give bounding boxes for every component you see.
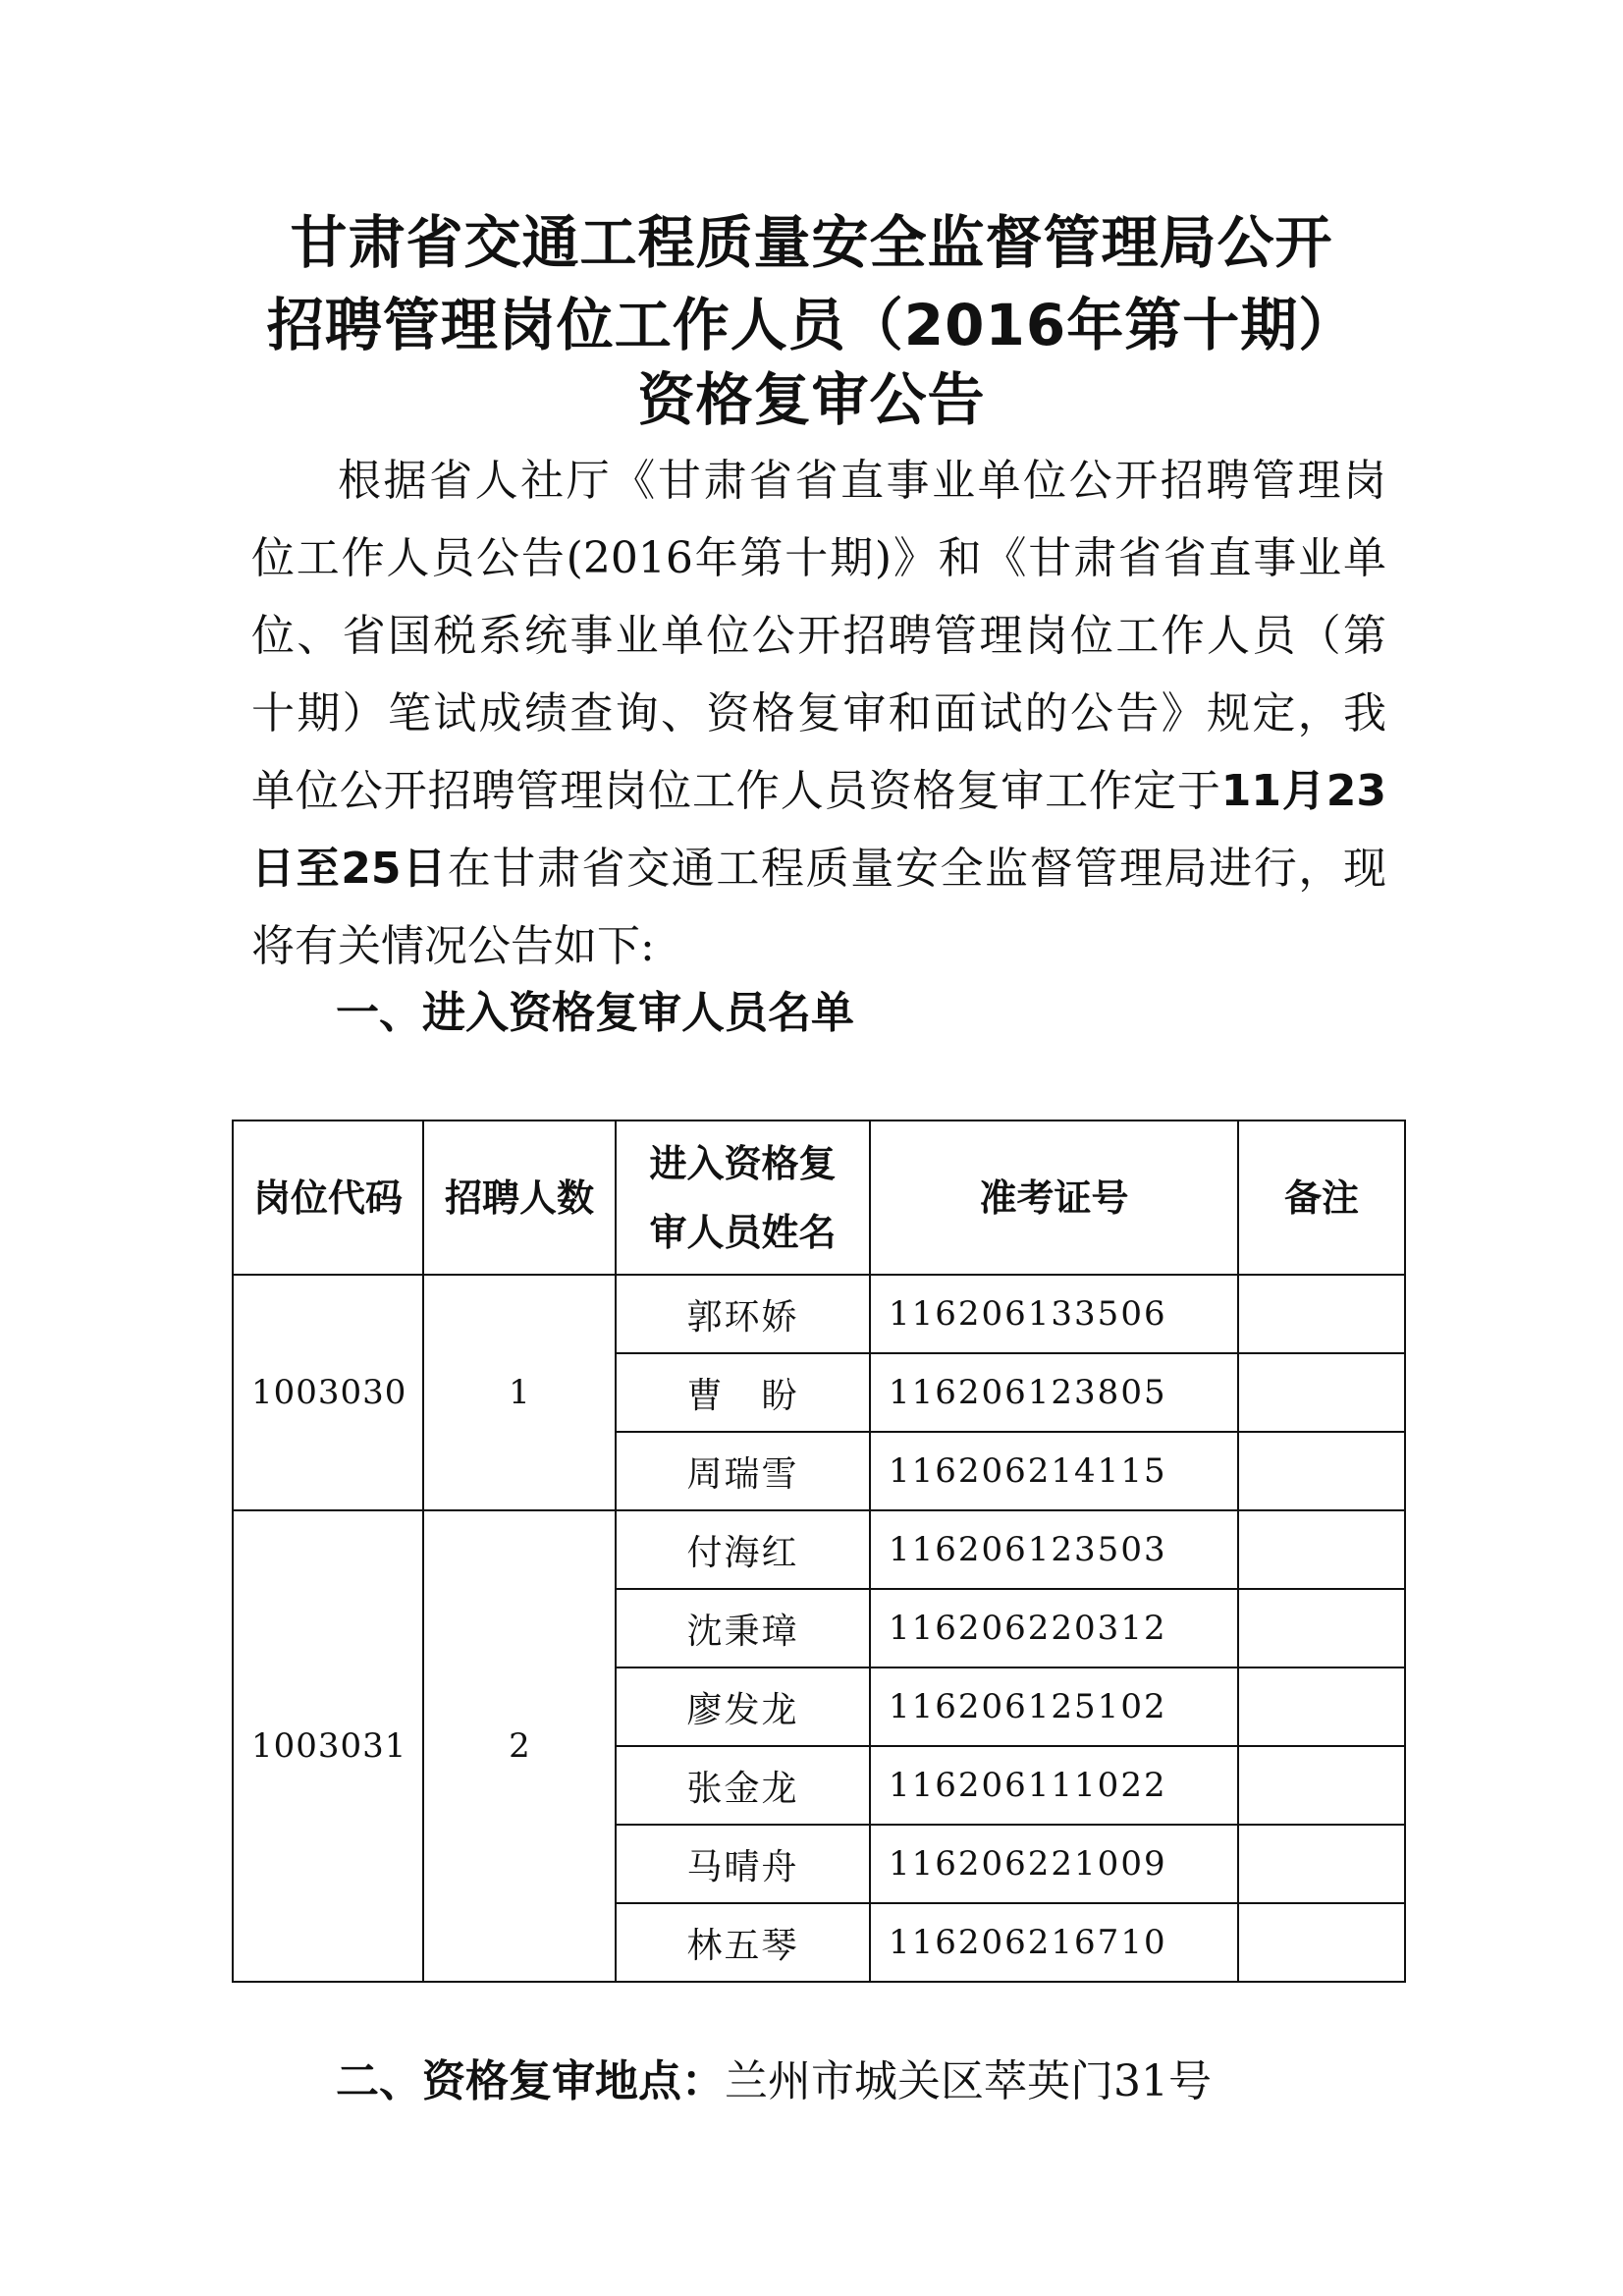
header-name-line-1: 进入资格复 [649,1141,837,1185]
table-row [233,1510,1405,1589]
intro-line-7: 将有关情况公告如下: [251,921,655,971]
table-header-row [233,1121,1405,1275]
intro-line-6 [251,830,1386,907]
section-1-heading: 一、进入资格复审人员名单 [336,988,854,1038]
intro-line-2: 位工作人员公告(2016年第十期)》和《甘肃省省直事业单 [251,533,1386,583]
remark [1238,1510,1405,1589]
review-location: 兰州市城关区萃英门31号 [725,2056,1212,2106]
header-count: 招聘人数 [423,1121,616,1275]
hire-count: 1 [423,1275,616,1510]
candidate-name: 付海红 [616,1510,870,1589]
table-row [233,1275,1405,1353]
ticket-number: 116206214115 [870,1432,1238,1510]
title-line-2: 招聘管理岗位工作人员（2016年第十期） [266,292,1357,358]
remark [1238,1353,1405,1432]
section-2-heading: 二、资格复审地点： [336,2056,725,2106]
header-ticket: 准考证号 [870,1121,1238,1275]
candidate-name: 郭环娇 [616,1275,870,1353]
candidate-name: 廖发龙 [616,1667,870,1746]
candidate-name: 马晴舟 [616,1825,870,1903]
remark [1238,1903,1405,1982]
intro-line-3: 位、省国税系统事业单位公开招聘管理岗位工作人员（第 [251,611,1386,661]
intro-line-5-text: 单位公开招聘管理岗位工作人员资格复审工作定于 [251,766,1221,816]
ticket-number: 116206133506 [870,1275,1238,1353]
remark [1238,1667,1405,1746]
remark [1238,1589,1405,1667]
ticket-number: 116206123805 [870,1353,1238,1432]
remark [1238,1275,1405,1353]
remark [1238,1432,1405,1510]
intro-line-4: 十期）笔试成绩查询、资格复审和面试的公告》规定，我 [251,688,1386,738]
ticket-number: 116206123503 [870,1510,1238,1589]
hire-count: 2 [423,1510,616,1982]
ticket-number: 116206220312 [870,1589,1238,1667]
candidate-name: 沈秉璋 [616,1589,870,1667]
intro-paragraph [251,442,1386,985]
header-name [616,1121,870,1275]
title-line-1: 甘肃省交通工程质量安全监督管理局公开 [290,209,1333,276]
header-remark: 备注 [1238,1121,1405,1275]
remark [1238,1825,1405,1903]
candidate-table [232,1120,1406,1983]
intro-line-6-date: 日至25日 [251,844,448,894]
position-code: 1003030 [233,1275,423,1510]
intro-line-6-text: 在甘肃省交通工程质量安全监督管理局进行，现 [447,844,1387,894]
ticket-number: 116206221009 [870,1825,1238,1903]
ticket-number: 116206125102 [870,1667,1238,1746]
candidate-name: 张金龙 [616,1746,870,1825]
header-name-line-2: 审人员姓名 [649,1210,837,1254]
position-code: 1003031 [233,1510,423,1982]
ticket-number: 116206216710 [870,1903,1238,1982]
intro-line-5 [251,752,1386,830]
intro-line-5-date: 11月23 [1220,766,1387,816]
title-line-3: 资格复审公告 [637,366,986,433]
candidate-name: 曹 盼 [616,1353,870,1432]
ticket-number: 116206111022 [870,1746,1238,1825]
candidate-name: 周瑞雪 [616,1432,870,1510]
section-2 [336,2056,1212,2106]
candidate-name: 林五琴 [616,1903,870,1982]
remark [1238,1746,1405,1825]
header-code: 岗位代码 [233,1121,423,1275]
intro-line-1: 根据省人社厅《甘肃省省直事业单位公开招聘管理岗 [338,456,1386,506]
